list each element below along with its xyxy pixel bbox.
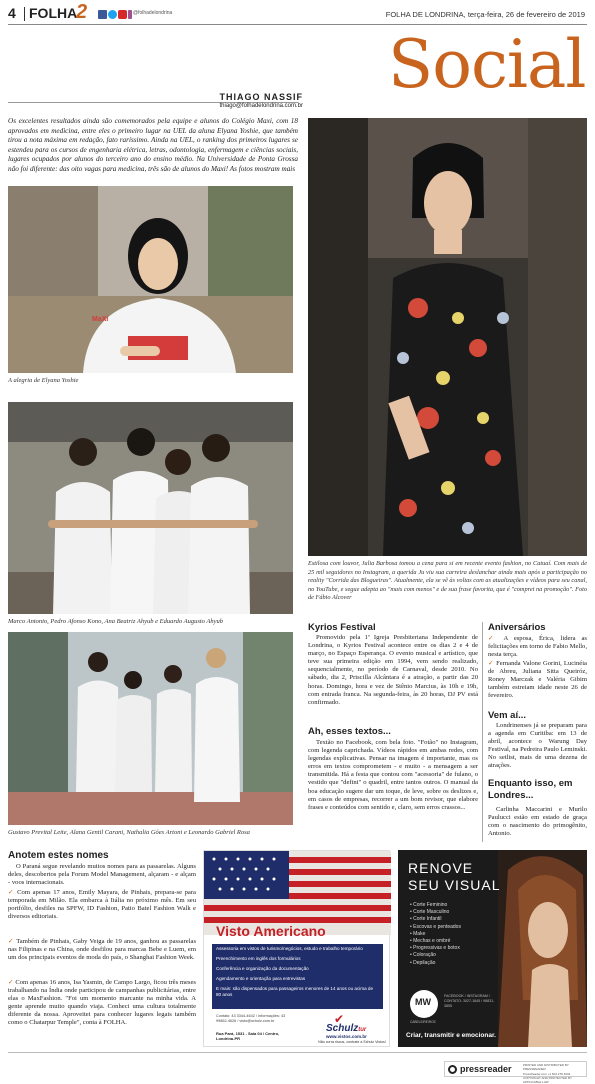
ad-visto-title: Visto Americano	[216, 923, 326, 939]
column-divider	[482, 622, 483, 842]
footer-rule	[8, 1052, 587, 1053]
ad-renove-title-1: RENOVE	[408, 860, 474, 876]
ad-visto-item: Agendamento e orientação para entrevistas	[216, 976, 306, 981]
service-item: • Make	[410, 930, 426, 937]
service-item: • Corte Infantil	[410, 916, 442, 923]
anotem-paragraph: ✓ Com apenas 16 anos, Isa Yasmin, de Campo Largo, ficou três meses trabalhando na Índia onde participou de campanhas publicitárias, entre elas o MaxFashion. "Foi um momento marcante na minha vida. A gente aprende muito quando viaja. Conheci uma cultura totalmente diferente da nossa. Aproveitei para conhecer lugares legais também como o Chatarpur Temple", conta à FOLHA.	[8, 978, 196, 1027]
header-separator	[24, 7, 25, 21]
check-icon: ✓	[8, 978, 14, 986]
facebook-icon[interactable]	[98, 10, 107, 19]
textos-title: Ah, esses textos...	[308, 726, 391, 737]
enquanto-title: Enquanto isso, em Londres...	[488, 778, 573, 801]
ad-renove-title-2: SEU VISUAL	[408, 877, 501, 893]
pressreader-badge[interactable]	[444, 1061, 587, 1084]
shirt-logo: MaXi	[92, 316, 109, 323]
header-rule	[8, 24, 587, 25]
ad-visto-address: Rua Pará, 1531 - Sala 04 / Centro, Londrina-PR	[216, 1031, 280, 1041]
ad-visto-americano[interactable]	[203, 850, 390, 1047]
section-number: 2	[76, 1, 88, 23]
anotem-title: Anotem estes nomes	[8, 850, 109, 861]
anotem-paragraph: O Paraná segue revelando muitos nomes para as passarelas. Alguns deles, descobertos pela Forum Model Management, alçaram - e alçam - voos internacionais.	[8, 863, 196, 887]
ad-visto-contact: Contato: 43 3344-4642 / Informações: 43 99862-4626 / visto@schulz.com.br	[216, 1014, 286, 1023]
youtube-icon[interactable]	[118, 10, 127, 19]
aniversarios-title: Aniversários	[488, 622, 546, 633]
section-name: FOLHA	[29, 5, 78, 21]
ad-visto-item: E mais: são dispensados para passageiros menores de 14 anos ou acima de 80 anos	[216, 986, 374, 997]
vem-ai-body: Londrinenses já se preparam para a agenda em Curitiba: em 13 de abril, acontece o Warung Day Festival, na Pedreira Paulo Leminski. No setlist, mais de uma dezena de atrações.	[488, 722, 587, 770]
service-item: • Corte Masculino	[410, 909, 450, 916]
photo-julia-caption: Estilosa com louvor, Julia Barbosa tomou a cena para si em recente evento fashion, no Catuaí. Com mais de 25 mil seguidores no Instagram, a querida Ju viu sua carreira deslanchar ainda mais após a participação no reality "Corrida das Blogueiras". Atualmente, ela se vê às voltas com as atualizações e vídeos para seu canal, no YouTube, e segue adepta ao "mais com menos" e de sua frase favorita, que é "comprei na promoção". Foto de Fábio Alcover	[308, 560, 587, 602]
ad-visto-site[interactable]: www.vistos.com.br	[326, 1034, 367, 1039]
aniversario-item: ✓ A esposa, Érica, lidera as felicitações em torno de Fabio Mello, nesta terça.	[488, 634, 587, 659]
photo-elyana	[8, 186, 293, 373]
service-item: • Depilação	[410, 959, 436, 966]
check-icon: ✓	[488, 659, 494, 667]
check-icon: ✓	[8, 888, 15, 896]
ad-visto-slogan: Não corra riscos, contrate a Schulz Vistos!	[318, 1040, 386, 1044]
anotem-paragraph: ✓ Também de Pinhais, Gaby Veiga de 19 anos, ganhou as passarelas nas Filipinas e na China, onde desfilou para marcas Bebe e Luem, em um dos principais eventos de moda do país, o Shanghai Fashion Week.	[8, 937, 197, 962]
photo-elyana-caption: A alegria de Elyana Yoshie	[8, 377, 79, 384]
ad-renove-contact: FACEBOOK / INSTAGRAM / CONTATO: 3027-1845 / 98831-3855	[444, 994, 495, 1008]
ad-visto-item: Conferência e organização da documentação	[216, 966, 309, 971]
textos-body: Textão no Facebook, com bela foto. "Fotão" no Instagram, com legenda caprichada. Vídeos rápidos em ambas redes, com legendas explicativas. Pensar na imagem é importante, mas os erros em textos comprometem - e muito - a mensagem a ser transmitida. Há a festa que contou com "acessoria" de fulano, o vestido que "defini" o quadril, entre tantos outros. O manual da boa educação sugere dar um toque, de leve, sobre os deslizes e, em casos de empresas, recorrer a um bom revisor, que elabore frases e conteúdos com sentido e, claro, sem erros crassos...	[308, 739, 478, 811]
aniversario-item: ✓ Fernanda Valone Gorini, Lucinéia de Abreu, Juliana Sitta Queiróz, Roney Marczak e Valéria Gibim também estreiam idade neste 26 de fevereiro.	[488, 659, 587, 700]
columnist-email[interactable]: thiago@folhadelondrina.com.br	[219, 103, 303, 109]
pressreader-notice: PRINTED AND DISTRIBUTED BY PRESSREADER PressReader.com +1 604 278 4604 COPYRIGHT AND PROTECTED BY APPLICABLE LAW	[523, 1063, 572, 1084]
ad-renove-slogan: Criar, transmitir e emocionar.	[406, 1032, 496, 1039]
kyrios-body: Promovido pela 1ª Igreja Presbiteriana Independente de Londrina, o Kyrios Festival acontece entre os dias 2 e 4 de março, no Espaço Esperança. O evento musical e artístico, que teve sua primeira edição em 1994, vem sendo realizado, sequencialmente, no período de Carnaval, desde 2010. No sábado, dia 2, Priscilla Alcântara é a atração, a partir das 20 horas. Domingo, hora e vez de Stênio Marcius, às 10h e 19h, com entrada franca. Na segunda-feira, às 20 horas, DJ PV está confirmado.	[308, 634, 478, 706]
check-icon: ✓	[8, 937, 15, 945]
pressreader-brand: pressreader	[460, 1064, 512, 1074]
photo-second-group	[8, 632, 293, 825]
twitter-icon[interactable]	[108, 10, 117, 19]
date-line: FOLHA DE LONDRINA, terça-feira, 26 de fevereiro de 2019	[385, 10, 585, 19]
checkmark-logo-icon: ✔	[334, 1012, 345, 1026]
page-number: 4	[8, 5, 16, 21]
ad-visto-list	[216, 946, 379, 998]
enquanto-body: Carlinha Maccarini e Murilo Paulucci estão em estado de graça com o nascimento do primogênito, Antonio.	[488, 806, 587, 838]
service-item: • Progressivas e botox	[410, 945, 460, 952]
intro-text: Os excelentes resultados ainda são comemorados pela equipe e alunos do Colégio Maxi, com 18 aprovados em medicina, entre eles o primeiro lugar na UEL da aluna Elyana Yoshie, que também tirou a nota máxima em redação, fato raríssimo. Ainda na UEL, o ranking dos primeiros lugares se estendeu para os cursos de engenharia elétrica, letras, odontologia, enfermagem e ciências sociais, lugares ocupados por alunos do terceiro ano do ensino médio. Na Universidade de Ponta Grossa não foi diferente: das oito vagas para medicina, três são de alunos do Maxi! As fotos mostram mais	[8, 117, 298, 173]
social-handle: @folhadelondrina	[133, 10, 173, 16]
service-item: • Escovas e penteados	[410, 923, 461, 930]
service-item: • Mechas e ombré	[410, 938, 451, 945]
photo-second-group-caption: Gustavo Prevital Leite, Alana Gentil Carani, Nathalia Góes Artoni e Leonardo Gabriel Rosa	[8, 829, 250, 836]
service-item: • Corte Feminino	[410, 902, 448, 908]
mw-logo-sub: CABELEIREIROS	[410, 1020, 436, 1024]
ad-renove-seu-visual[interactable]	[398, 850, 587, 1047]
service-item: • Coloração	[410, 952, 436, 959]
ad-visto-brand: Schulztur	[326, 1023, 367, 1034]
vem-ai-title: Vem aí...	[488, 710, 527, 721]
photo-four-students	[8, 402, 293, 614]
photo-four-students-caption: Marco Antonio, Pedro Afonso Kono, Ana Beatriz Ahyub e Eduardo Augusto Ahyub	[8, 618, 224, 625]
column-title: Social	[388, 26, 586, 103]
check-icon: ✓	[488, 634, 498, 642]
ad-visto-item: Assessoria em vistos de turismo/negócios, estudo e trabalho temporário	[216, 946, 363, 951]
pressreader-logo-icon	[448, 1065, 457, 1074]
kyrios-title: Kyrios Festival	[308, 622, 376, 633]
ad-renove-services	[410, 902, 495, 967]
instagram-icon[interactable]	[128, 10, 132, 19]
ad-visto-item: Preenchimento em inglês dos formulários	[216, 956, 301, 961]
ad-renove-model-photo	[498, 850, 587, 1047]
mw-logo-initials: MW	[415, 997, 431, 1007]
photo-julia-barbosa	[308, 118, 587, 556]
anotem-paragraph: ✓ Com apenas 17 anos, Emily Mayara, de Pinhais, prepara-se para temporada em Milão. Ela embarca à Itália no próximo mês. Em seu portfólio, desfiles na SPFW, ID Fashion, Patio Batel Fashion Walk e diversos editoriais.	[8, 888, 196, 921]
columnist-name: THIAGO NASSIF	[219, 92, 303, 102]
